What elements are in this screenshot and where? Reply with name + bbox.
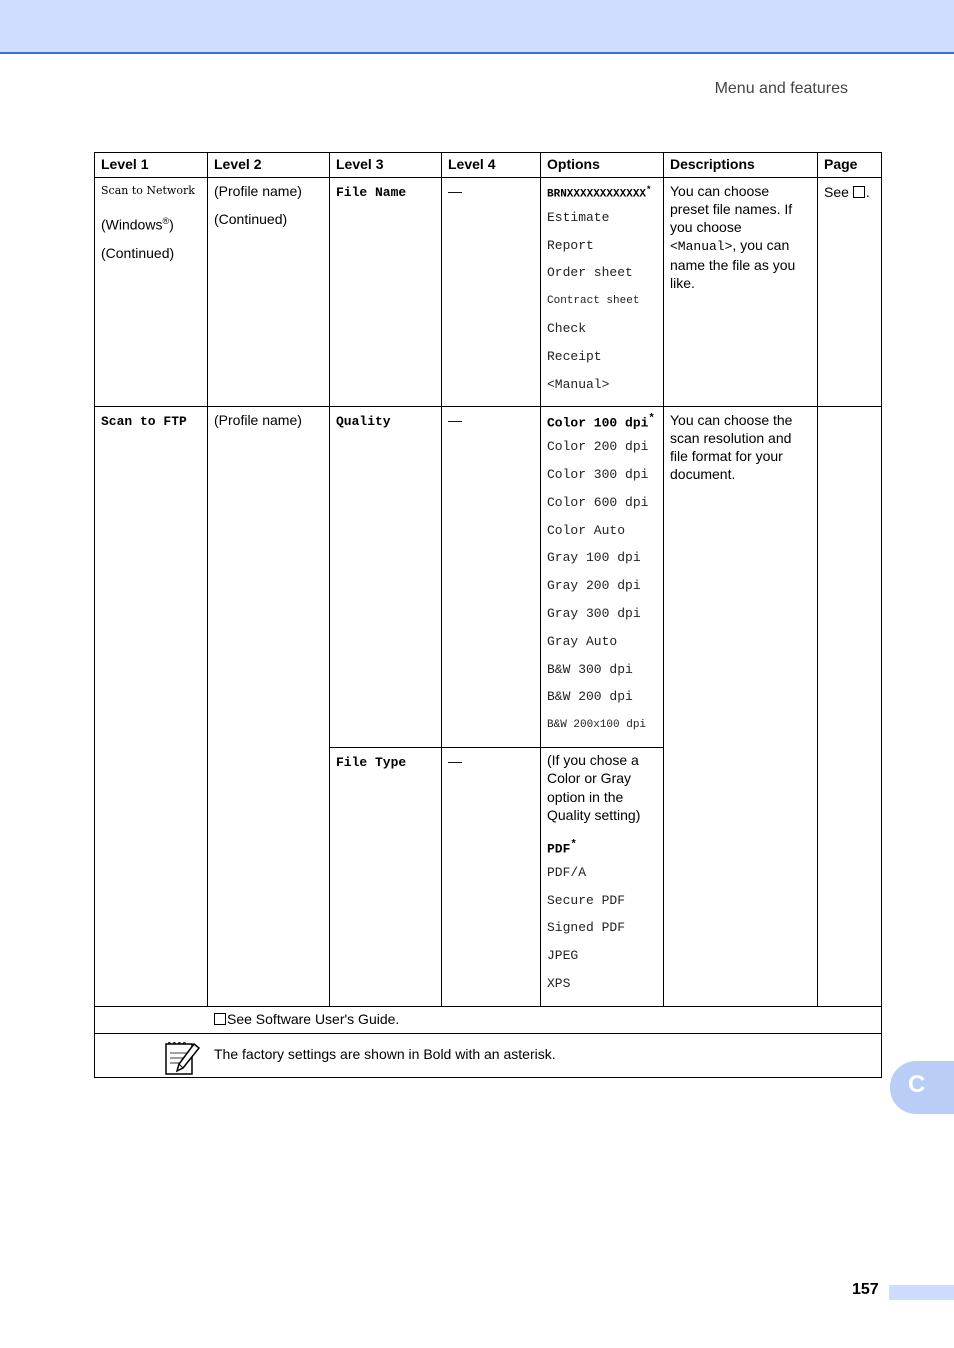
note-cell — [95, 1033, 882, 1077]
row3-level4-file-type — [442, 747, 541, 1006]
level2-profile-name: (Profile name) — [214, 412, 302, 429]
page-reference: See . — [824, 184, 870, 200]
option-item: Color 100 dpi* — [547, 413, 655, 431]
level4-dash: — — [448, 183, 462, 199]
level1-os: (Windows®) — [101, 216, 174, 233]
level3-quality: Quality — [336, 414, 391, 430]
col-header-level3: Level 3 — [330, 153, 442, 178]
row2-page — [818, 407, 882, 1006]
row1-level4 — [442, 178, 541, 407]
option-item: B&W 200x100 dpi — [547, 719, 647, 732]
col-header-level2: Level 2 — [208, 153, 330, 178]
option-item: Check — [547, 320, 587, 336]
row1-options — [541, 178, 664, 407]
option-item: PDF/A — [547, 864, 587, 880]
description-text: You can choose preset file names. If you choose <Manual>, you can name the file as you like. — [670, 183, 796, 291]
option-item: Gray 100 dpi — [547, 550, 641, 566]
table-row — [95, 407, 882, 748]
description-text: You can choose the scan resolution and file format for your document. — [670, 412, 793, 483]
reference-box-icon — [853, 186, 865, 198]
option-item: Gray Auto — [547, 633, 618, 649]
col-header-options: Options — [541, 153, 664, 178]
row2-quality-options — [541, 407, 664, 748]
option-item: Color 300 dpi — [547, 466, 649, 482]
row1-description — [664, 178, 818, 407]
option-item: Report — [547, 237, 594, 253]
section-title: Menu and features — [714, 80, 848, 97]
row2-level3-quality — [330, 407, 442, 748]
row2-description — [664, 407, 818, 1006]
row3-file-type-options — [541, 747, 664, 1006]
option-item: PDF* — [547, 838, 577, 857]
footnote-text: See Software User's Guide. — [95, 1007, 881, 1027]
row1-level2 — [208, 178, 330, 407]
chapter-letter: C — [908, 1071, 926, 1098]
row1-page — [818, 178, 882, 407]
option-note-line: option in the — [547, 788, 624, 805]
option-item: XPS — [547, 975, 571, 991]
row1-level1 — [95, 178, 208, 407]
note-pencil-icon — [163, 1040, 201, 1076]
option-item: JPEG — [547, 948, 579, 964]
option-item: Estimate — [547, 209, 610, 225]
reference-box-icon — [214, 1013, 226, 1025]
option-item: <Manual> — [547, 376, 610, 392]
note-row — [95, 1033, 882, 1077]
row1-level3 — [330, 178, 442, 407]
option-item: B&W 300 dpi — [547, 661, 633, 677]
option-item: B&W 200 dpi — [547, 689, 633, 705]
option-item: Receipt — [547, 348, 602, 364]
col-header-page: Page — [818, 153, 882, 178]
note-text: The factory settings are shown in Bold with an asterisk. — [214, 1045, 556, 1062]
option-item: Color Auto — [547, 522, 626, 538]
option-item: Signed PDF — [547, 920, 626, 936]
level1-continued: (Continued) — [101, 244, 175, 261]
level3-file-type: File Type — [336, 754, 407, 770]
option-item: Gray 200 dpi — [547, 578, 641, 594]
page-number: 157 — [852, 1281, 879, 1298]
footnote-cell — [95, 1006, 882, 1033]
row2-level1 — [95, 407, 208, 1006]
level2-continued: (Continued) — [214, 211, 288, 227]
level1-scan-to-network: Scan to Network — [101, 184, 195, 197]
col-header-level4: Level 4 — [442, 153, 541, 178]
option-item: BRNXXXXXXXXXXXX* — [547, 184, 652, 201]
option-item: Gray 300 dpi — [547, 605, 641, 621]
menu-table — [94, 152, 882, 1078]
level1-scan-to-ftp: Scan to FTP — [101, 414, 187, 430]
option-item: Order sheet — [547, 265, 633, 281]
chapter-tab — [890, 1061, 954, 1114]
option-item: Color 600 dpi — [547, 494, 649, 510]
level3-file-name: File Name — [336, 185, 407, 200]
option-item: Secure PDF — [547, 892, 626, 908]
row3-level3-file-type — [330, 747, 442, 1006]
table-header-row — [95, 153, 882, 178]
footnote-row — [95, 1006, 882, 1033]
level4-dash: — — [448, 412, 462, 429]
table-row — [95, 178, 882, 407]
page-bar — [889, 1285, 954, 1300]
level4-dash: — — [448, 752, 462, 769]
level2-profile-name: (Profile name) — [214, 183, 302, 199]
col-header-descriptions: Descriptions — [664, 153, 818, 178]
option-note-line: Color or Gray — [547, 770, 632, 787]
option-note-line: (If you chose a — [547, 751, 639, 768]
row2-level2 — [208, 407, 330, 1006]
option-note-line: Quality setting) — [547, 807, 641, 824]
row2-level4-quality — [442, 407, 541, 748]
option-item: Contract sheet — [547, 295, 640, 308]
header-band — [0, 0, 954, 54]
option-item: Color 200 dpi — [547, 439, 649, 455]
col-header-level1: Level 1 — [95, 153, 208, 178]
